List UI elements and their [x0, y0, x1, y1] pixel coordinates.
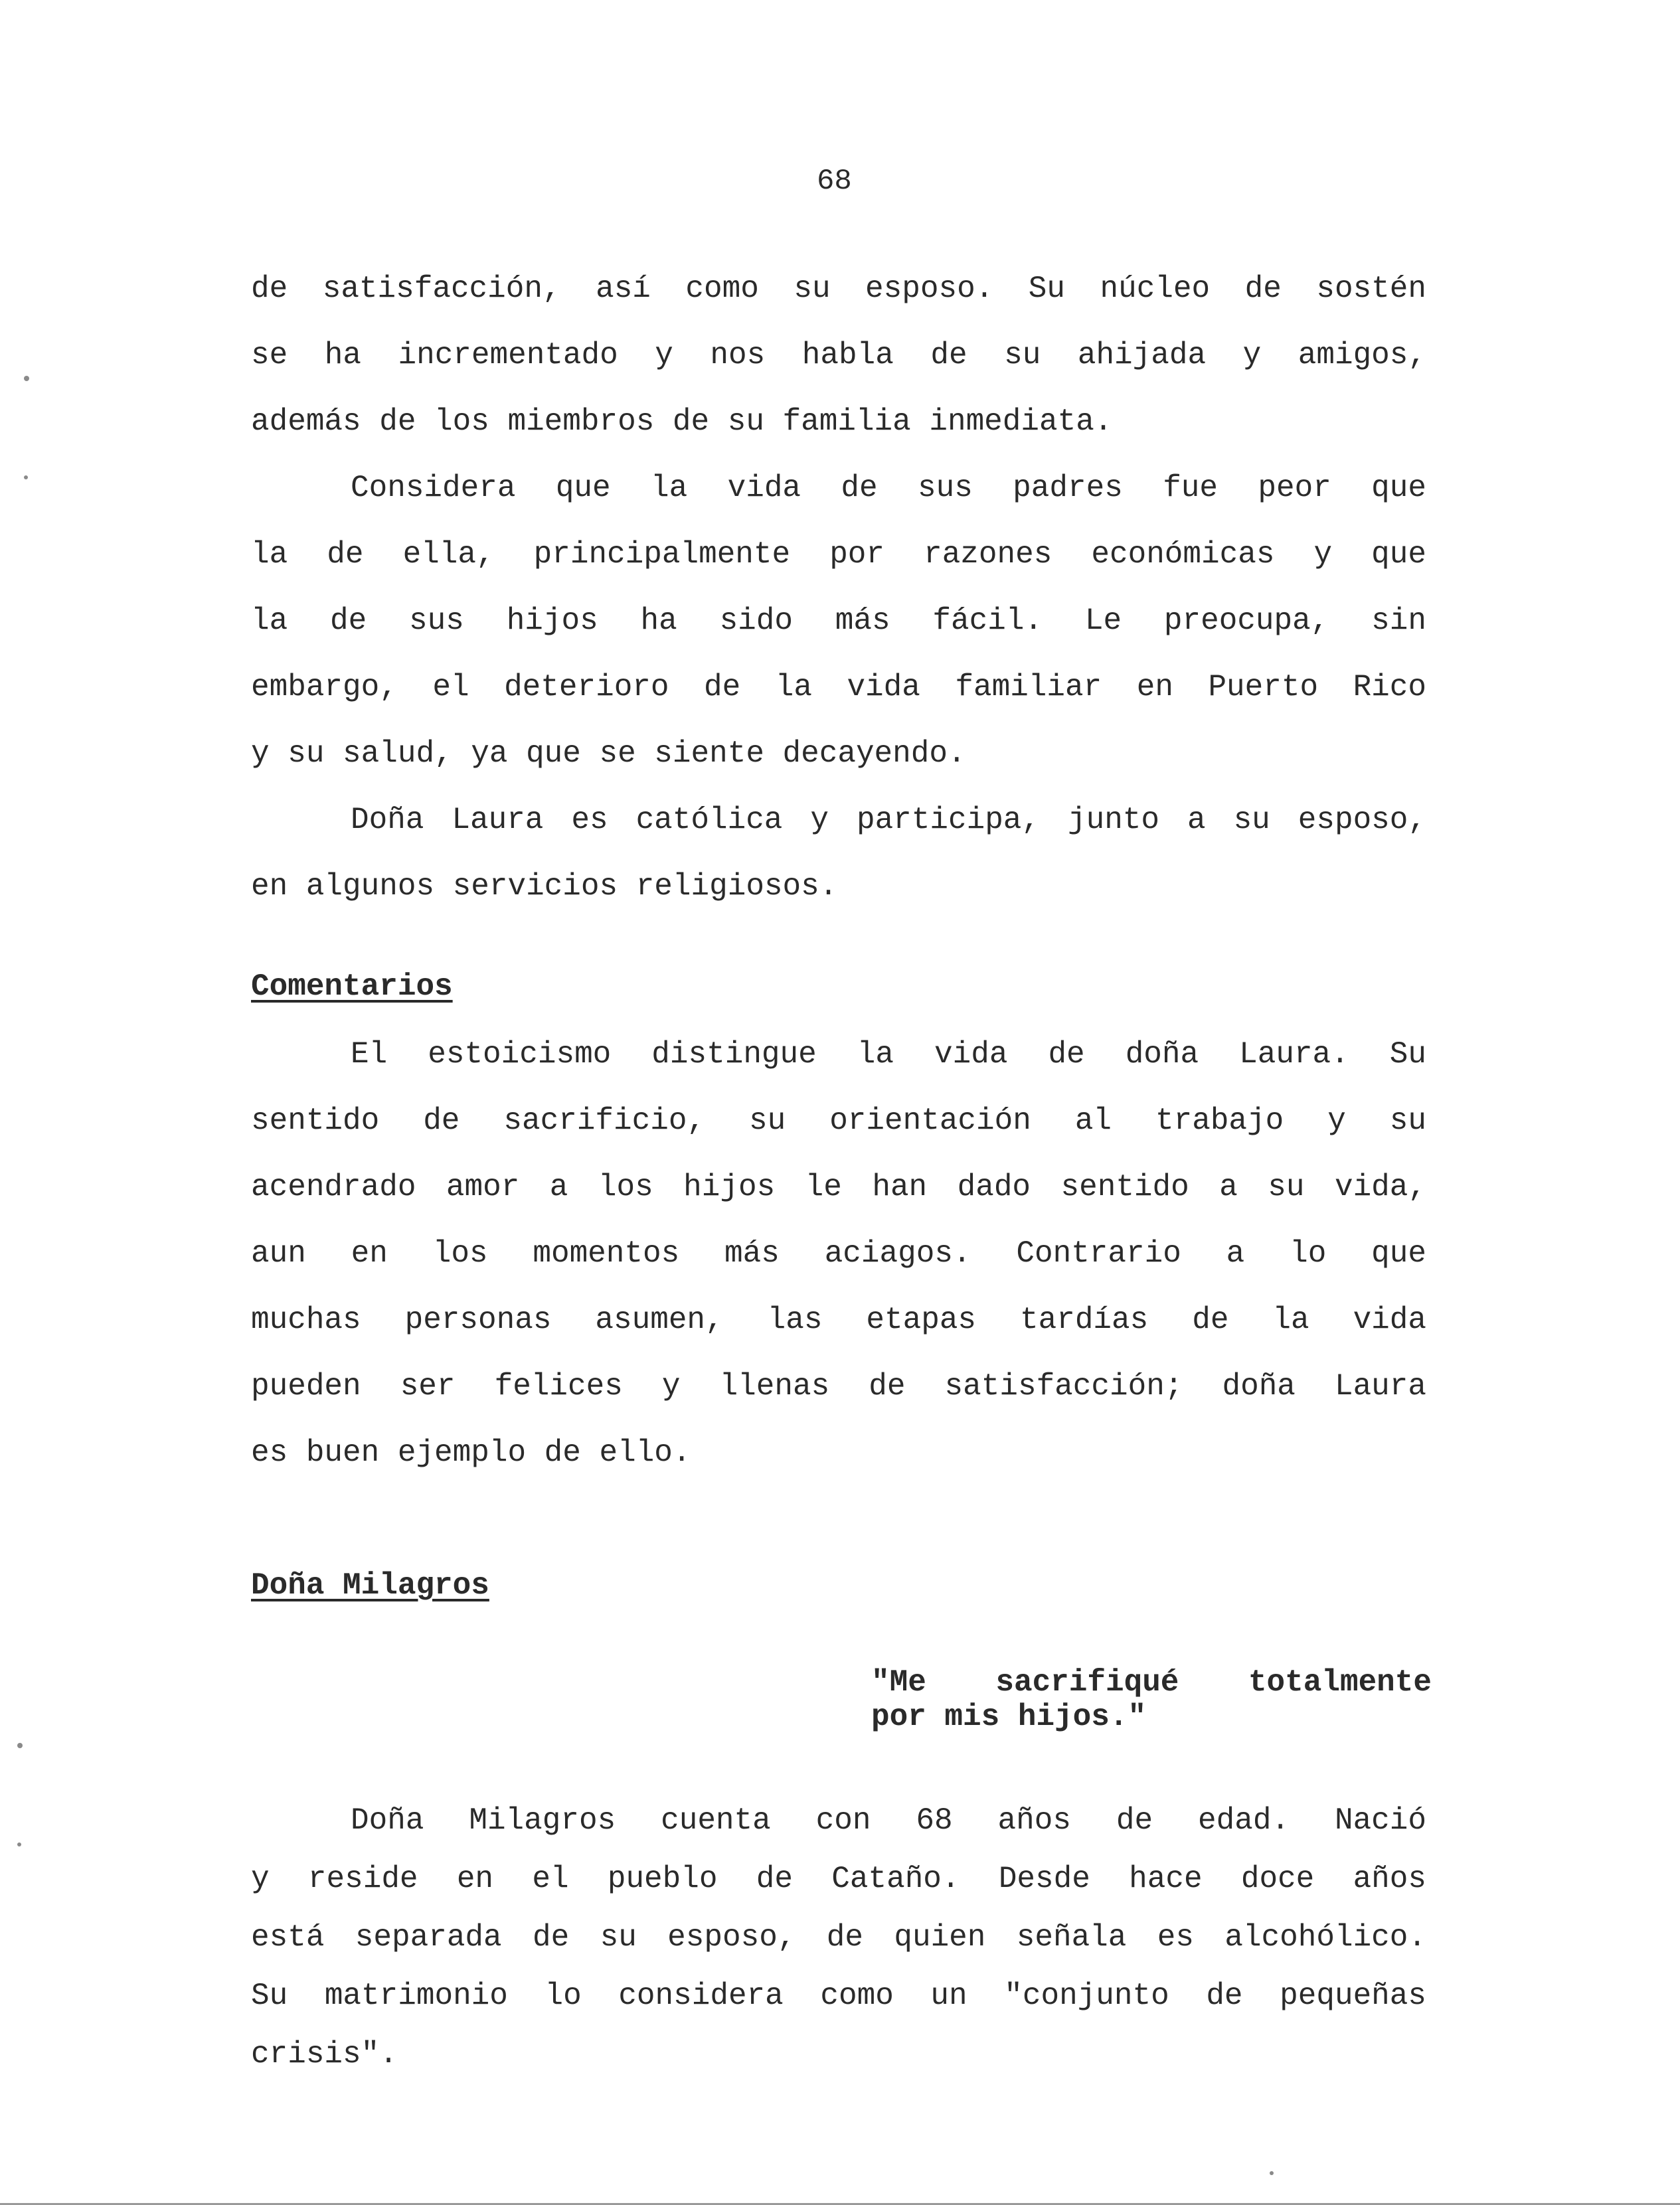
text-line: Doña Milagros cuenta con 68 años de edad. Nació	[351, 1803, 1426, 1838]
text-line: sentido de sacrificio, su orientación al trabajo y su	[251, 1103, 1426, 1138]
scan-speck	[17, 1842, 21, 1846]
text-line: aun en los momentos más aciagos. Contrario a lo que	[251, 1236, 1426, 1271]
text-line: crisis".	[251, 2037, 398, 2072]
text-line: muchas personas asumen, las etapas tardías de la vida	[251, 1303, 1426, 1337]
text-line: y reside en el pueblo de Cataño. Desde hace doce años	[251, 1862, 1426, 1896]
text-line: Doña Laura es católica y participa, junto a su esposo,	[351, 803, 1426, 837]
text-line: pueden ser felices y llenas de satisfacción; doña Laura	[251, 1369, 1426, 1404]
section-heading-milagros: Doña Milagros	[251, 1568, 489, 1603]
text-line: de satisfacción, así como su esposo. Su núcleo de sostén	[251, 272, 1426, 306]
scan-speck	[1270, 2171, 1274, 2175]
scan-speck	[24, 376, 29, 381]
text-line: la de ella, principalmente por razones económicas y que	[251, 537, 1426, 572]
text-line: se ha incrementado y nos habla de su ahijada y amigos,	[251, 338, 1426, 372]
section-heading-comentarios: Comentarios	[251, 969, 453, 1004]
text-line: y su salud, ya que se siente decayendo.	[251, 736, 966, 771]
text-line: acendrado amor a los hijos le han dado sentido a su vida,	[251, 1170, 1426, 1204]
epigraph-quote	[871, 1665, 1432, 1734]
text-line: es buen ejemplo de ello.	[251, 1435, 691, 1470]
page-number: 68	[817, 165, 852, 198]
text-line: embargo, el deterioro de la vida familiar en Puerto Rico	[251, 670, 1426, 704]
scan-speck	[24, 475, 28, 479]
scan-speck	[17, 1743, 23, 1748]
epigraph-line: por mis hijos."	[871, 1700, 1147, 1734]
text-line: Su matrimonio lo considera como un "conjunto de pequeñas	[251, 1979, 1426, 2013]
epigraph-line: "Me sacrifiqué totalmente	[871, 1665, 1432, 1700]
text-line: la de sus hijos ha sido más fácil. Le preocupa, sin	[251, 604, 1426, 638]
text-line: El estoicismo distingue la vida de doña Laura. Su	[351, 1037, 1426, 1072]
text-line: Considera que la vida de sus padres fue peor que	[351, 471, 1426, 505]
text-line: además de los miembros de su familia inmediata.	[251, 404, 1113, 439]
text-line: está separada de su esposo, de quien señala es alcohólico.	[251, 1920, 1426, 1955]
text-line: en algunos servicios religiosos.	[251, 869, 838, 904]
